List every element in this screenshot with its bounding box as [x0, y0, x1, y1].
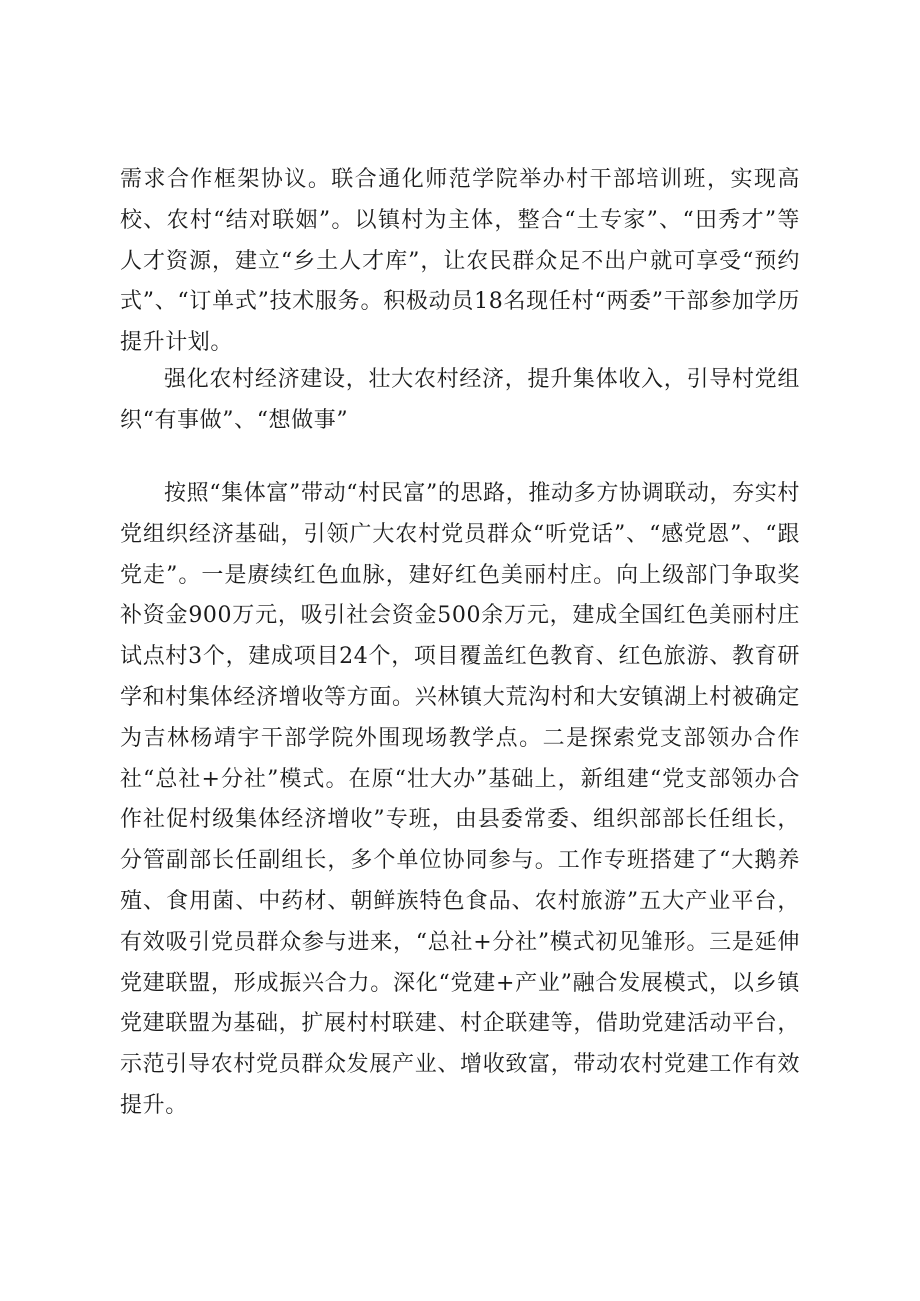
- body-paragraph-continued: 需求合作框架协议。联合通化师范学院举办村干部培训班，实现高校、农村“结对联姻”。以镇村为主体，整合“土专家”、“田秀才”等人才资源，建立“乡土人才库”，让农民群众足不出户就可享受“预约式”、“订单式”技术服务。积极动员18名现任村“两委”干部参加学历提升计划。: [120, 167, 800, 356]
- section-heading-paragraph: 强化农村经济建设，壮大农村经济，提升集体收入，引导村党组织“有事做”、“想做事”: [120, 367, 800, 433]
- body-paragraph: 按照“集体富”带动“村民富”的思路，推动多方协调联动，夯实村党组织经济基础，引领广大农村党员群众“听党话”、“感党恩”、“跟党走”。一是赓续红色血脉，建好红色美丽村庄。向上级部门争取奖补资金900万元，吸引社会资金500余万元，建成全国红色美丽村庄试点村3个，建成项目24个，项目覆盖红色教育、红色旅游、教育研学和村集体经济增收等方面。兴林镇大荒沟村和大安镇湖上村被确定为吉林杨靖宇干部学院外围现场教学点。二是探索党支部领办合作社“总社+分社”模式。在原“壮大办”基础上，新组建“党支部领办合作社促村级集体经济增收”专班，由县委常委、组织部部长任组长，分管副部长任副组长，多个单位协同参与。工作专班搭建了“大鹅养殖、食用菌、中药材、朝鲜族特色食品、农村旅游”五大产业平台，有效吸引党员群众参与进来，“总社+分社”模式初见雏形。三是延伸党建联盟，形成振兴合力。深化“党建+产业”融合发展模式，以乡镇党建联盟为基础，扩展村村联建、村企联建等，借助党建活动平台，示范引导农村党员群众发展产业、增收致富，带动农村党建工作有效提升。: [120, 481, 800, 1118]
